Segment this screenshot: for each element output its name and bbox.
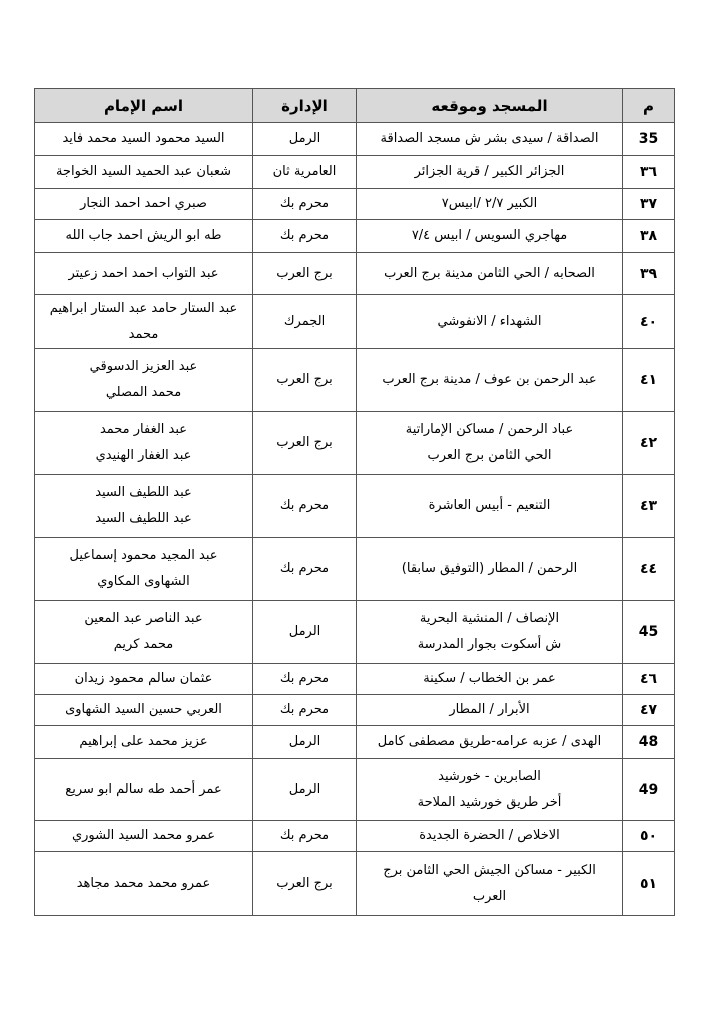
imam-name-line: عبد الستار حامد عبد الستار ابراهيم — [49, 300, 238, 316]
mosque-location-cell — [357, 664, 623, 695]
imam-name-cell — [35, 601, 253, 664]
imam-name-cell — [35, 664, 253, 695]
row-number: ٣٨ — [623, 220, 675, 253]
imam-name-cell — [35, 821, 253, 852]
administration-cell: محرم بك — [253, 695, 357, 726]
table-row — [35, 295, 675, 349]
imam-name-line: عبد اللطيف السيد — [95, 511, 192, 526]
mosque-location-line: الحي الثامن برج العرب — [427, 448, 552, 463]
imam-name-cell — [35, 189, 253, 220]
imam-name-line: محمد كريم — [113, 637, 174, 652]
header-administration: الإدارة — [253, 89, 357, 123]
header-mosque-location: المسجد وموقعه — [357, 89, 623, 123]
imam-name-line: عبد المجيد محمود إسماعيل — [69, 548, 218, 563]
mosque-location-line: عمر بن الخطاب / سكينة — [423, 671, 556, 686]
table-row — [35, 601, 675, 664]
imam-name-cell — [35, 412, 253, 475]
administration-cell: محرم بك — [253, 538, 357, 601]
imam-name-cell — [35, 538, 253, 601]
mosque-location-line: ش أسكوت بجوار المدرسة — [417, 637, 562, 652]
table-row — [35, 349, 675, 412]
imam-name-cell — [35, 726, 253, 759]
table-row — [35, 695, 675, 726]
mosque-location-line: مهاجري السويس / ابيس ٧/٤ — [411, 228, 568, 243]
table-row — [35, 253, 675, 295]
administration-cell: الرمل — [253, 123, 357, 156]
imam-name-cell — [35, 759, 253, 821]
mosque-location-line: العرب — [472, 888, 507, 904]
mosque-location-cell — [357, 189, 623, 220]
row-number: 35 — [623, 123, 675, 156]
row-number: ٥٠ — [623, 821, 675, 852]
mosque-location-line: الصحابه / الحي الثامن مدينة برج العرب — [384, 265, 595, 281]
mosque-location-cell — [357, 601, 623, 664]
row-number: 48 — [623, 726, 675, 759]
mosque-location-cell — [357, 759, 623, 821]
administration-cell: محرم بك — [253, 475, 357, 538]
imam-name-line: الشهاوى المكاوي — [97, 574, 190, 589]
imam-name-cell — [35, 695, 253, 726]
row-number: 49 — [623, 759, 675, 821]
row-number: ٥١ — [623, 852, 675, 916]
imam-name-cell — [35, 253, 253, 295]
imam-name-line: عبد العزيز الدسوقي — [89, 359, 198, 374]
mosque-location-line: الصداقة / سيدى بشر ش مسجد الصداقة — [380, 131, 599, 146]
table-row — [35, 189, 675, 220]
imam-name-cell — [35, 349, 253, 412]
mosque-location-cell — [357, 349, 623, 412]
administration-cell: محرم بك — [253, 220, 357, 253]
row-number: ٤٣ — [623, 475, 675, 538]
row-number: ٤٠ — [623, 295, 675, 349]
table-row — [35, 123, 675, 156]
row-number: ٣٧ — [623, 189, 675, 220]
header-imam-name: اسم الإمام — [35, 89, 253, 123]
imam-name-line: عمرو محمد السيد الشوري — [71, 828, 216, 843]
imam-name-line: محمد — [128, 326, 159, 342]
imam-name-line: عبد اللطيف السيد — [95, 485, 192, 500]
table-body — [35, 123, 675, 916]
table-header-row — [35, 89, 675, 123]
administration-cell: محرم بك — [253, 664, 357, 695]
mosque-location-line: عبد الرحمن بن عوف / مدينة برج العرب — [382, 372, 597, 387]
imam-name-line: عزيز محمد على إبراهيم — [79, 734, 208, 749]
table-row — [35, 538, 675, 601]
table-row — [35, 664, 675, 695]
imam-name-line: صبري احمد احمد النجار — [80, 196, 207, 211]
mosque-location-line: الهدى / عزبه عرامه-طريق مصطفى كامل — [377, 734, 602, 749]
mosque-location-line: الاخلاص / الحضرة الجديدة — [419, 828, 560, 843]
administration-cell: برج العرب — [253, 412, 357, 475]
imam-name-line: عثمان سالم محمود زيدان — [74, 671, 213, 686]
imam-name-line: عبد الغفار محمد — [99, 422, 188, 437]
imam-name-cell — [35, 295, 253, 349]
mosque-location-line: الجزائر الكبير / قرية الجزائر — [414, 164, 565, 179]
administration-cell: الجمرك — [253, 295, 357, 349]
header-number: م — [623, 89, 675, 123]
mosque-location-cell — [357, 253, 623, 295]
mosque-location-cell — [357, 695, 623, 726]
imam-name-cell — [35, 123, 253, 156]
mosque-location-line: عباد الرحمن / مساكن الإماراتية — [405, 422, 574, 437]
mosque-location-cell — [357, 156, 623, 189]
imam-name-cell — [35, 220, 253, 253]
table-row — [35, 726, 675, 759]
imam-name-line: عبد الناصر عبد المعين — [84, 611, 203, 626]
mosque-location-line: التنعيم - أبيس العاشرة — [428, 498, 551, 513]
administration-cell: محرم بك — [253, 821, 357, 852]
administration-cell: محرم بك — [253, 189, 357, 220]
mosque-location-cell — [357, 538, 623, 601]
row-number: ٤٦ — [623, 664, 675, 695]
imam-name-line: السيد محمود السيد محمد فايد — [62, 131, 225, 146]
imam-name-line: عمرو محمد محمد مجاهد — [76, 875, 211, 891]
mosque-location-line: الإنصاف / المنشية البحرية — [419, 611, 560, 626]
row-number: ٣٩ — [623, 253, 675, 295]
table-row — [35, 821, 675, 852]
row-number: ٤١ — [623, 349, 675, 412]
row-number: ٤٢ — [623, 412, 675, 475]
row-number: ٤٤ — [623, 538, 675, 601]
table-row — [35, 156, 675, 189]
imam-name-line: شعبان عبد الحميد السيد الخواجة — [55, 164, 232, 179]
table-row — [35, 412, 675, 475]
mosque-location-cell — [357, 852, 623, 916]
imam-name-cell — [35, 156, 253, 189]
imam-name-line: عبد الغفار الهنيدي — [95, 448, 192, 463]
row-number: ٤٧ — [623, 695, 675, 726]
mosque-location-cell — [357, 821, 623, 852]
mosque-location-cell — [357, 123, 623, 156]
mosque-location-cell — [357, 726, 623, 759]
mosque-location-cell — [357, 475, 623, 538]
table-row — [35, 852, 675, 916]
administration-cell: الرمل — [253, 726, 357, 759]
row-number: 45 — [623, 601, 675, 664]
table-row — [35, 220, 675, 253]
mosque-location-line: الأبرار / المطار — [449, 702, 530, 717]
imam-name-line: العربي حسين السيد الشهاوى — [65, 702, 222, 717]
imam-name-line: عمر أحمد طه سالم ابو سريع — [65, 781, 222, 797]
mosque-location-line: الشهداء / الانفوشي — [437, 313, 542, 329]
mosque-location-cell — [357, 295, 623, 349]
imam-name-cell — [35, 852, 253, 916]
imam-name-line: طه ابو الريش احمد جاب الله — [65, 228, 222, 243]
mosque-location-cell — [357, 220, 623, 253]
table-row — [35, 759, 675, 821]
row-number: ٣٦ — [623, 156, 675, 189]
administration-cell: الرمل — [253, 759, 357, 821]
administration-cell: برج العرب — [253, 253, 357, 295]
mosque-imam-table-sheet — [34, 88, 674, 916]
mosque-location-line: الرحمن / المطار (التوفيق سابقا) — [401, 561, 578, 576]
imam-name-line: عبد التواب احمد احمد زعيتر — [68, 265, 219, 281]
imam-name-cell — [35, 475, 253, 538]
mosque-location-line: الكبير ٢/٧ /ابيس٧ — [441, 196, 538, 211]
administration-cell: الرمل — [253, 601, 357, 664]
mosque-location-line: الصابرين - خورشيد — [438, 768, 541, 784]
administration-cell: برج العرب — [253, 852, 357, 916]
mosque-location-line: الكبير - مساكن الجيش الحي الثامن برج — [383, 862, 596, 878]
imam-name-line: محمد المصلي — [105, 385, 182, 400]
mosque-imam-table — [34, 88, 675, 916]
mosque-location-line: أخر طريق خورشيد الملاحة — [417, 794, 562, 810]
administration-cell: العامرية ثان — [253, 156, 357, 189]
mosque-location-cell — [357, 412, 623, 475]
table-row — [35, 475, 675, 538]
administration-cell: برج العرب — [253, 349, 357, 412]
